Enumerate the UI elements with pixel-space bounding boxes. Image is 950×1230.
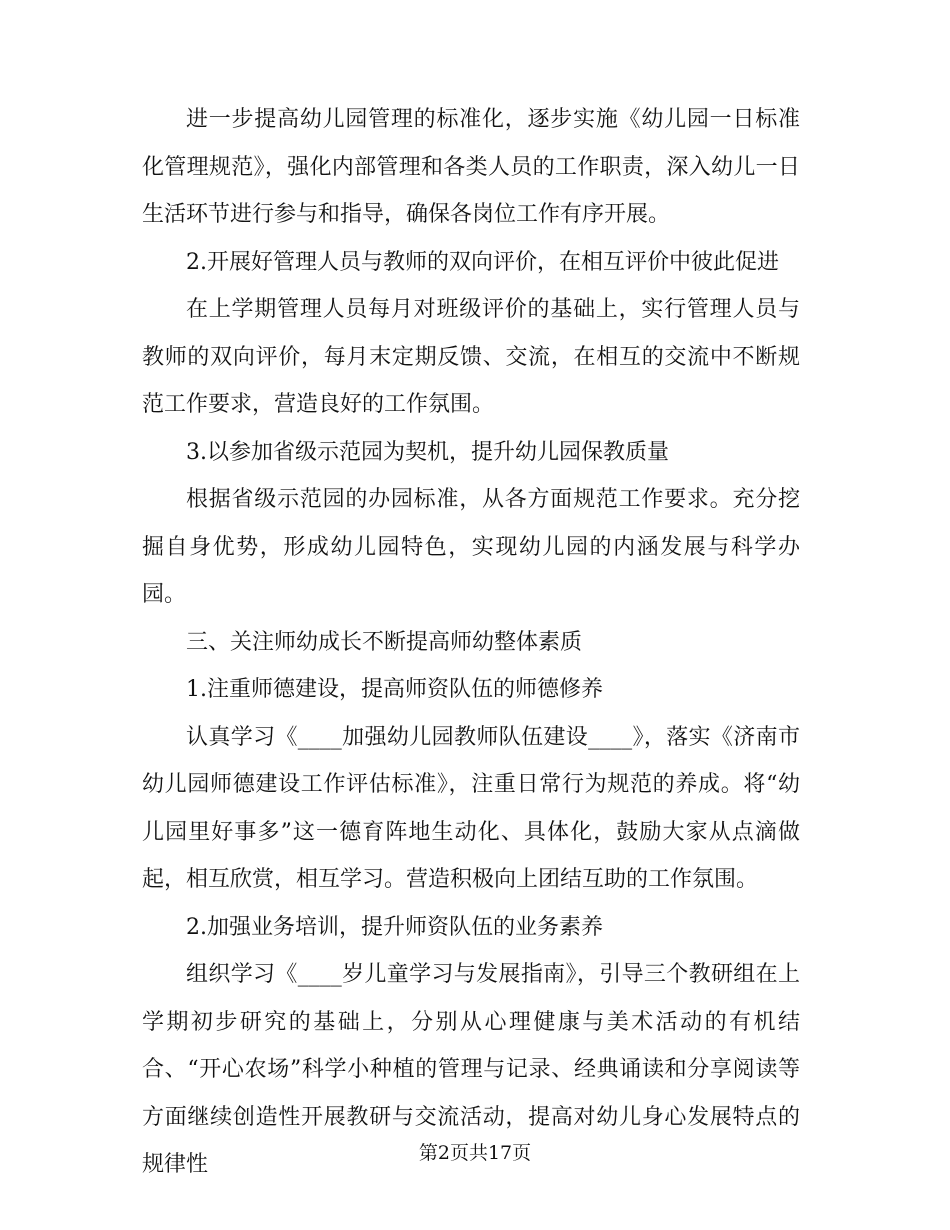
section-heading-three: 三、关注师幼成长不断提高师幼整体素质 [186, 629, 583, 655]
paragraph-provincial-demo-kindergarten: 根据省级示范园的办园标准，从各方面规范工作要求。充分挖掘自身优势，形成幼儿园特色，实现幼儿园的内涵发展与科学办园。 [142, 487, 800, 607]
heading-provincial-demo-kindergarten: 3.以参加省级示范园为契机，提升幼儿园保教质量 [186, 439, 669, 465]
heading-two-way-evaluation: 2.开展好管理人员与教师的双向评价，在相互评价中彼此促进 [186, 249, 779, 275]
page-number-footer: 第2页共17页 [418, 1142, 532, 1164]
paragraph-business-training: 组织学习《____岁儿童学习与发展指南》，引导三个教研组在上学期初步研究的基础上，分别从心理健康与美术活动的有机结合、“开心农场”科学小种植的管理与记录、经典诵读和分享阅读等方面继续创造性开展教研与交流活动，提高对幼儿身心发展特点的规律性 [142, 962, 800, 1177]
paragraph-management-standardization: 进一步提高幼儿园管理的标准化，逐步实施《幼儿园一日标准化管理规范》，强化内部管理和各类人员的工作职责，深入幼儿一日生活环节进行参与和指导，确保各岗位工作有序开展。 [142, 107, 800, 227]
heading-business-training: 2.加强业务培训，提升师资队伍的业务素养 [186, 914, 603, 940]
heading-teacher-ethics: 1.注重师德建设，提高师资队伍的师德修养 [186, 677, 603, 702]
paragraph-two-way-evaluation: 在上学期管理人员每月对班级评价的基础上，实行管理人员与教师的双向评价，每月末定期反馈、交流，在相互的交流中不断规范工作要求，营造良好的工作氛围。 [142, 297, 800, 417]
document-body [142, 96, 800, 1189]
paragraph-teacher-ethics: 认真学习《____加强幼儿园教师队伍建设____》，落实《济南市幼儿园师德建设工作评估标准》，注重日常行为规范的养成。将“幼儿园里好事多”这一德育阵地生动化、具体化，鼓励大家从点滴做起，相互欣赏，相互学习。营造积极向上团结互助的工作氛围。 [142, 724, 800, 892]
